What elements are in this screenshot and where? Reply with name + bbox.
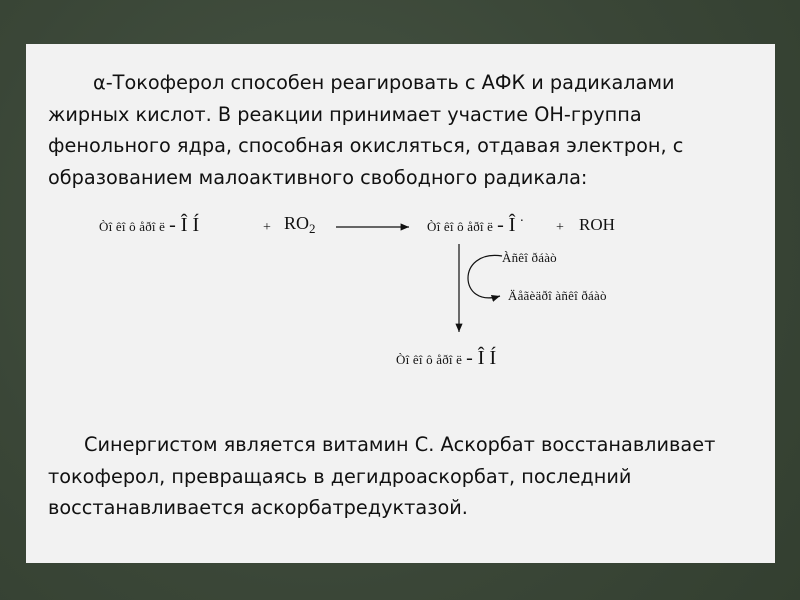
product-formula — [427, 214, 524, 237]
paragraph-line: Синергистом является витамин С. Аскорбат восстанавливает — [84, 433, 716, 456]
reactant-name: Òî êî ô åðî ë — [99, 219, 166, 234]
paragraph-line: образованием малоактивного свободного радикала: — [48, 165, 588, 189]
reactant-group: - Î Í — [169, 214, 200, 236]
paragraph-line: восстанавливается аскорбатредуктазой. — [48, 496, 468, 519]
plus-sign: + — [263, 220, 271, 235]
curved-arrow — [468, 255, 502, 297]
ro2-subscript: 2 — [309, 221, 316, 236]
regenerated-name: Òî êî ô åðî ë — [396, 352, 463, 367]
dehydroascorbate-label: Äåãèäðî àñêî ðáàò — [508, 288, 607, 303]
ro2-label: RO — [284, 213, 310, 233]
slide-panel — [26, 44, 775, 563]
regenerated-formula — [396, 347, 496, 370]
radical-dot: · — [519, 214, 525, 229]
ascorbate-label: Àñêî ðáàò — [502, 250, 557, 265]
paragraph-line: α-Токоферол способен реагировать с АФК и радикалами — [93, 71, 675, 94]
regenerated-group: - Î Í — [466, 347, 497, 369]
paragraph-line: фенольного ядра, способная окисляться, отдавая электрон, с — [48, 134, 684, 157]
paragraph-line: жирных кислот. В реакции принимает участие ОН-группа — [48, 102, 642, 126]
paragraph-synergist — [48, 429, 753, 524]
product-name: Òî êî ô åðî ë — [427, 219, 494, 234]
roh-formula: ROH — [579, 215, 615, 234]
plus-sign: + — [556, 220, 564, 235]
product-group: - Î — [497, 214, 516, 236]
paragraph-line: токоферол, превращаясь в дегидроаскорбат, последний — [48, 464, 632, 488]
